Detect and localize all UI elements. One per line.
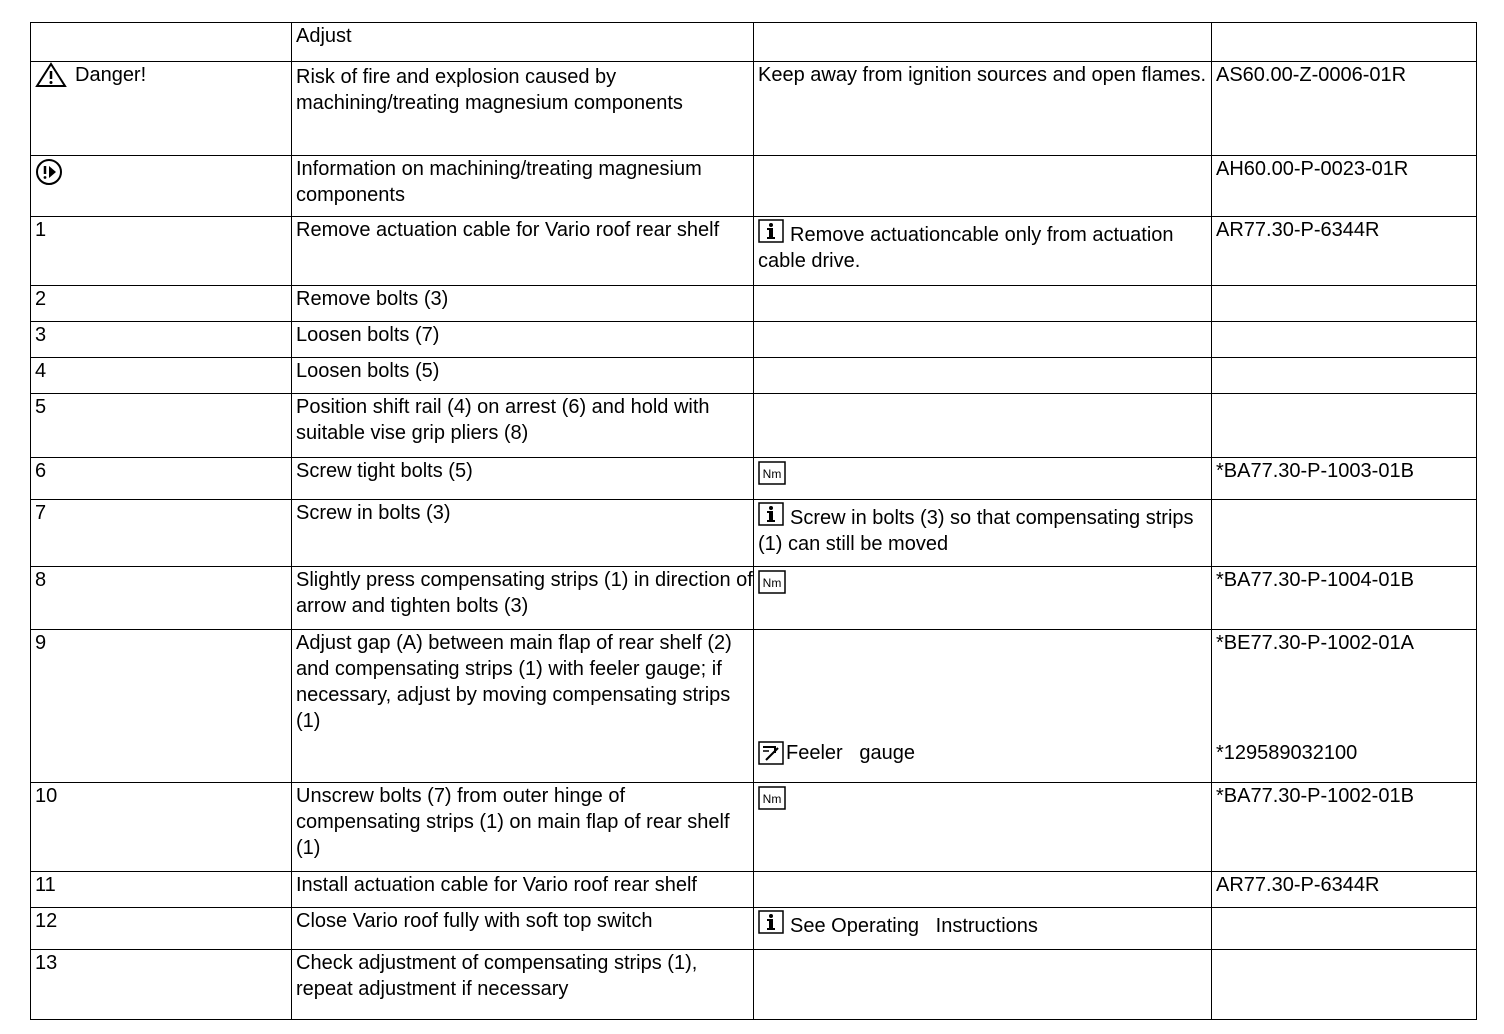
action-cell: Unscrew bolts (7) from outer hinge of compensating strips (1) on main flap of rear shelf (1) xyxy=(292,783,754,872)
step-cell xyxy=(31,62,292,156)
note-cell xyxy=(754,500,1212,567)
action-cell: Adjust gap (A) between main flap of rear shelf (2) and compensating strips (1) with feeler gauge; if necessary, adjust by moving compensating strips (1) xyxy=(292,630,754,783)
danger-label: Danger! xyxy=(75,64,147,86)
note-cell xyxy=(754,156,1212,217)
note-cell xyxy=(754,783,1212,872)
reference-link[interactable]: AH60.00-P-0023-01R xyxy=(1212,156,1477,217)
torque-nm-icon xyxy=(758,786,786,810)
info-icon xyxy=(758,502,784,526)
tool-part-number[interactable]: *129589032100 xyxy=(1216,742,1358,764)
note-cell xyxy=(754,23,1212,62)
table-row xyxy=(31,23,1477,62)
reference-link[interactable]: *BA77.30-P-1004-01B xyxy=(1212,567,1477,630)
reference-link[interactable]: AR77.30-P-6344R xyxy=(1212,872,1477,908)
note-cell xyxy=(754,458,1212,500)
table-row xyxy=(31,630,1477,783)
table-row xyxy=(31,358,1477,394)
action-cell: Install actuation cable for Vario roof rear shelf xyxy=(292,872,754,908)
reference-cell xyxy=(1212,630,1477,783)
step-cell: 4 xyxy=(31,358,292,394)
action-cell: Loosen bolts (5) xyxy=(292,358,754,394)
note-cell: Keep away from ignition sources and open flames. xyxy=(754,62,1212,156)
step-cell: 5 xyxy=(31,394,292,458)
action-cell: Close Vario roof fully with soft top switch xyxy=(292,908,754,950)
reference-link[interactable]: *BA77.30-P-1002-01B xyxy=(1212,783,1477,872)
action-cell: Screw in bolts (3) xyxy=(292,500,754,567)
table-row xyxy=(31,322,1477,358)
note-cell xyxy=(754,908,1212,950)
table-row xyxy=(31,950,1477,1020)
table-row xyxy=(31,908,1477,950)
step-cell: 1 xyxy=(31,217,292,286)
note-cell xyxy=(754,567,1212,630)
table-row xyxy=(31,500,1477,567)
reference-cell xyxy=(1212,950,1477,1020)
step-cell: 10 xyxy=(31,783,292,872)
note-cell xyxy=(754,872,1212,908)
table-row xyxy=(31,872,1477,908)
action-cell: Adjust xyxy=(292,23,754,62)
reference-cell xyxy=(1212,358,1477,394)
note-cell xyxy=(754,286,1212,322)
reference-cell xyxy=(1212,23,1477,62)
step-cell: 2 xyxy=(31,286,292,322)
torque-nm-icon xyxy=(758,461,786,485)
action-cell: Screw tight bolts (5) xyxy=(292,458,754,500)
reference-link[interactable]: AS60.00-Z-0006-01R xyxy=(1212,62,1477,156)
action-cell: Remove bolts (3) xyxy=(292,286,754,322)
reference-cell xyxy=(1212,286,1477,322)
action-cell: Check adjustment of compensating strips (1), repeat adjustment if necessary xyxy=(292,950,754,1020)
reference-cell xyxy=(1212,394,1477,458)
note-cell xyxy=(754,950,1212,1020)
step-cell: 13 xyxy=(31,950,292,1020)
step-cell: 3 xyxy=(31,322,292,358)
note-cell xyxy=(754,394,1212,458)
note-cell xyxy=(754,322,1212,358)
note-cell xyxy=(754,217,1212,286)
action-cell: Slightly press compensating strips (1) in direction of arrow and tighten bolts (3) xyxy=(292,567,754,630)
step-cell: 7 xyxy=(31,500,292,567)
step-cell: 8 xyxy=(31,567,292,630)
note-text: Remove actuationcable only from actuation cable drive. xyxy=(758,224,1174,272)
table-row xyxy=(31,458,1477,500)
reference-cell xyxy=(1212,908,1477,950)
table-row xyxy=(31,567,1477,630)
step-cell: 6 xyxy=(31,458,292,500)
action-cell xyxy=(292,62,754,156)
note-text: See Operating Instructions xyxy=(790,915,1038,937)
note-cell xyxy=(754,630,1212,783)
step-cell: 11 xyxy=(31,872,292,908)
info-arrow-icon xyxy=(35,158,63,186)
svg-text:Nm: Nm xyxy=(762,792,782,806)
action-text: Risk of fire and explosion caused by machining/treating magnesium components xyxy=(296,66,683,114)
tool-text: Feeler gauge xyxy=(786,742,915,764)
step-cell: 9 xyxy=(31,630,292,783)
action-cell: Position shift rail (4) on arrest (6) and hold with suitable vise grip pliers (8) xyxy=(292,394,754,458)
feeler-gauge-icon xyxy=(758,741,784,765)
info-icon xyxy=(758,910,784,934)
info-icon xyxy=(758,219,784,243)
table-row xyxy=(31,217,1477,286)
reference-cell xyxy=(1212,322,1477,358)
table-row xyxy=(31,783,1477,872)
procedure-table xyxy=(30,22,1477,1020)
table-row xyxy=(31,394,1477,458)
reference-link[interactable]: *BE77.30-P-1002-01A xyxy=(1216,632,1414,654)
step-cell xyxy=(31,23,292,62)
action-cell: Information on machining/treating magnesium components xyxy=(292,156,754,217)
action-cell: Loosen bolts (7) xyxy=(292,322,754,358)
torque-nm-icon xyxy=(758,570,786,594)
svg-text:Nm: Nm xyxy=(762,467,782,481)
note-text: Screw in bolts (3) so that compensating strips (1) can still be moved xyxy=(758,507,1194,555)
warning-icon xyxy=(35,62,67,88)
note-cell xyxy=(754,358,1212,394)
svg-text:Nm: Nm xyxy=(762,576,782,590)
table-row xyxy=(31,62,1477,156)
table-row xyxy=(31,286,1477,322)
reference-link[interactable]: AR77.30-P-6344R xyxy=(1212,217,1477,286)
step-cell xyxy=(31,156,292,217)
step-cell: 12 xyxy=(31,908,292,950)
action-cell: Remove actuation cable for Vario roof rear shelf xyxy=(292,217,754,286)
reference-link[interactable]: *BA77.30-P-1003-01B xyxy=(1212,458,1477,500)
reference-cell xyxy=(1212,500,1477,567)
table-row xyxy=(31,156,1477,217)
